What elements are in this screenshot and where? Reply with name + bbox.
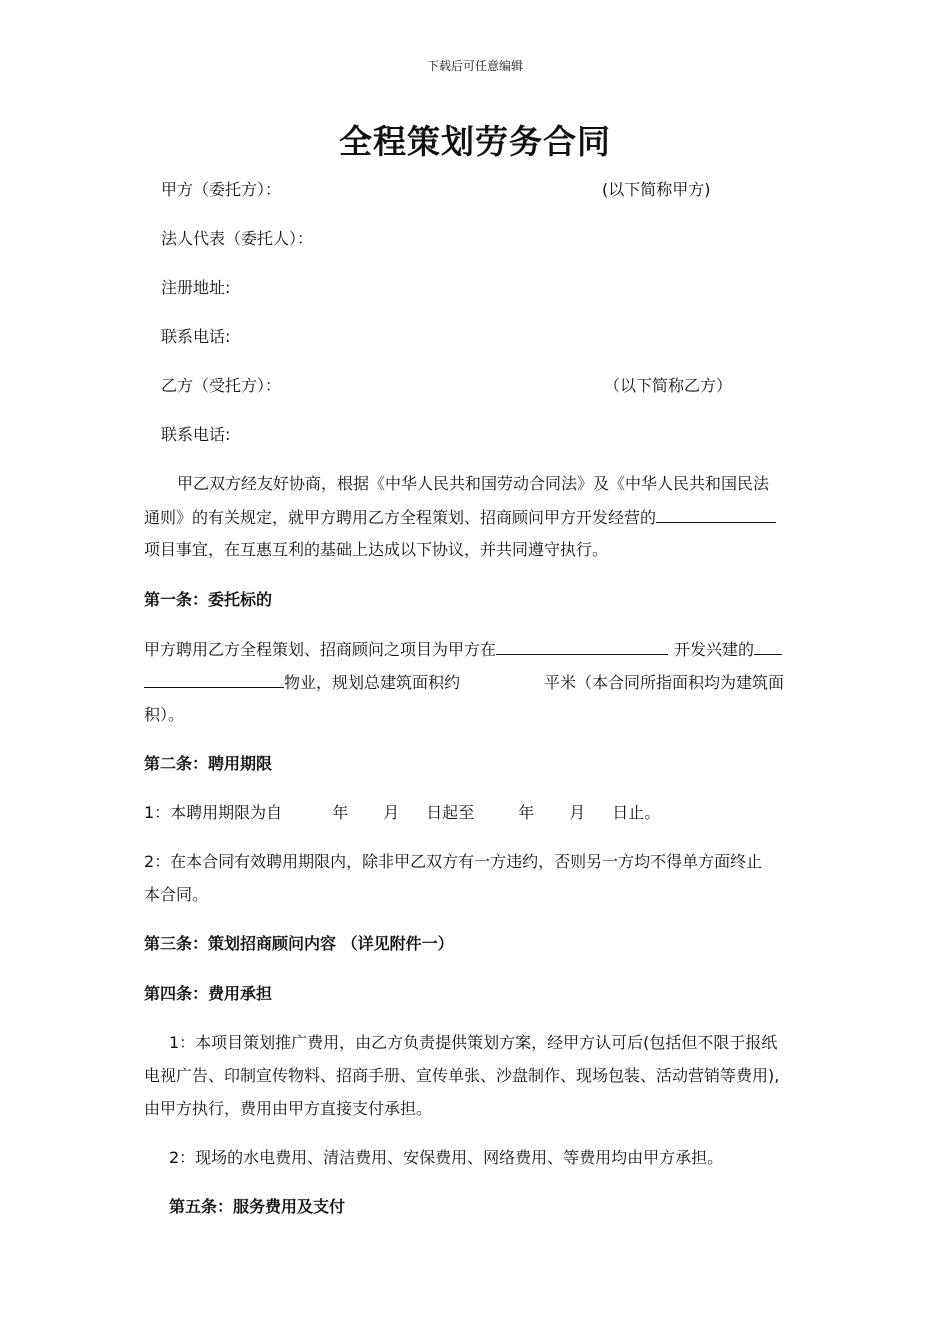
preamble-line-2-text: 通则》的有关规定，就甲方聘用乙方全程策划、招商顾问甲方开发经营的 bbox=[144, 508, 657, 527]
article-1-line-1-a: 甲方聘用乙方全程策划、招商顾问之项目为甲方在 bbox=[144, 640, 497, 659]
article-5-heading: 第五条：服务费用及支付 bbox=[169, 1197, 346, 1216]
article-1-line-2 bbox=[144, 672, 784, 693]
article-4-item-1-line-1: 1：本项目策划推广费用，由乙方负责提供策划方案，经甲方认可后(包括但不限于报纸 bbox=[169, 1033, 778, 1052]
article-1-line-2-b: 平米（本合同所指面积均为建筑面 bbox=[544, 673, 785, 692]
document-title: 全程策划劳务合同 bbox=[339, 122, 611, 161]
article-4-item-1-line-2: 电视广告、印制宣传物料、招商手册、宣传单张、沙盘制作、现场包装、活动营销等费用), bbox=[144, 1066, 780, 1085]
article-1-heading: 第一条：委托标的 bbox=[144, 590, 273, 609]
term-prefix: 1：本聘用期限为自 bbox=[144, 803, 283, 822]
article-3-heading: 第三条：策划招商顾问内容 （详见附件一） bbox=[144, 934, 454, 953]
party-a-alias: (以下简称甲方) bbox=[602, 180, 711, 199]
article-2-heading: 第二条：聘用期限 bbox=[144, 754, 273, 773]
term-day-1: 日起至 bbox=[426, 803, 475, 822]
party-b-phone-label: 联系电话: bbox=[161, 425, 231, 444]
blank-property-name bbox=[144, 672, 284, 688]
article-2-item-2-line-1: 2：在本合同有效聘用期限内，除非甲乙双方有一方违约，否则另一方均不得单方面终止 bbox=[144, 852, 763, 871]
blank-property-start bbox=[754, 639, 782, 655]
article-1-line-3: 积）。 bbox=[144, 705, 185, 724]
term-month-1: 月 bbox=[383, 803, 400, 822]
article-1-line-1-b: 开发兴建的 bbox=[674, 640, 755, 659]
term-year-1: 年 bbox=[332, 803, 349, 822]
term-day-2: 日止。 bbox=[612, 803, 661, 822]
blank-location bbox=[496, 639, 668, 655]
header-note: 下载后可任意编辑 bbox=[426, 59, 523, 73]
term-year-2: 年 bbox=[518, 803, 535, 822]
article-1-line-2-a: 物业，规划总建筑面积约 bbox=[284, 673, 461, 692]
article-2-item-2-line-2: 本合同。 bbox=[144, 885, 209, 904]
article-4-item-1-line-3: 由甲方执行，费用由甲方直接支付承担。 bbox=[144, 1099, 433, 1118]
party-b-label: 乙方（受托方）： bbox=[161, 376, 282, 395]
party-a-address-label: 注册地址: bbox=[161, 278, 231, 297]
blank-project-name bbox=[656, 507, 776, 523]
article-4-heading: 第四条：费用承担 bbox=[144, 984, 273, 1003]
party-a-label: 甲方（委托方）： bbox=[161, 180, 282, 199]
article-4-item-2: 2：现场的水电费用、清洁费用、安保费用、网络费用、等费用均由甲方承担。 bbox=[169, 1148, 724, 1167]
term-month-2: 月 bbox=[569, 803, 586, 822]
preamble-line-3: 项目事宜，在互惠互利的基础上达成以下协议，并共同遵守执行。 bbox=[144, 540, 609, 559]
party-a-rep-label: 法人代表（委托人）： bbox=[161, 229, 314, 248]
article-1-line-1 bbox=[144, 639, 782, 660]
article-2-item-1 bbox=[144, 803, 660, 823]
party-b-alias: （以下简称乙方） bbox=[604, 376, 733, 395]
preamble-line-1: 甲乙双方经友好协商，根据《中华人民共和国劳动合同法》及《中华人民共和国民法 bbox=[177, 474, 770, 493]
preamble-line-2 bbox=[144, 507, 776, 528]
party-a-phone-label: 联系电话: bbox=[161, 327, 231, 346]
